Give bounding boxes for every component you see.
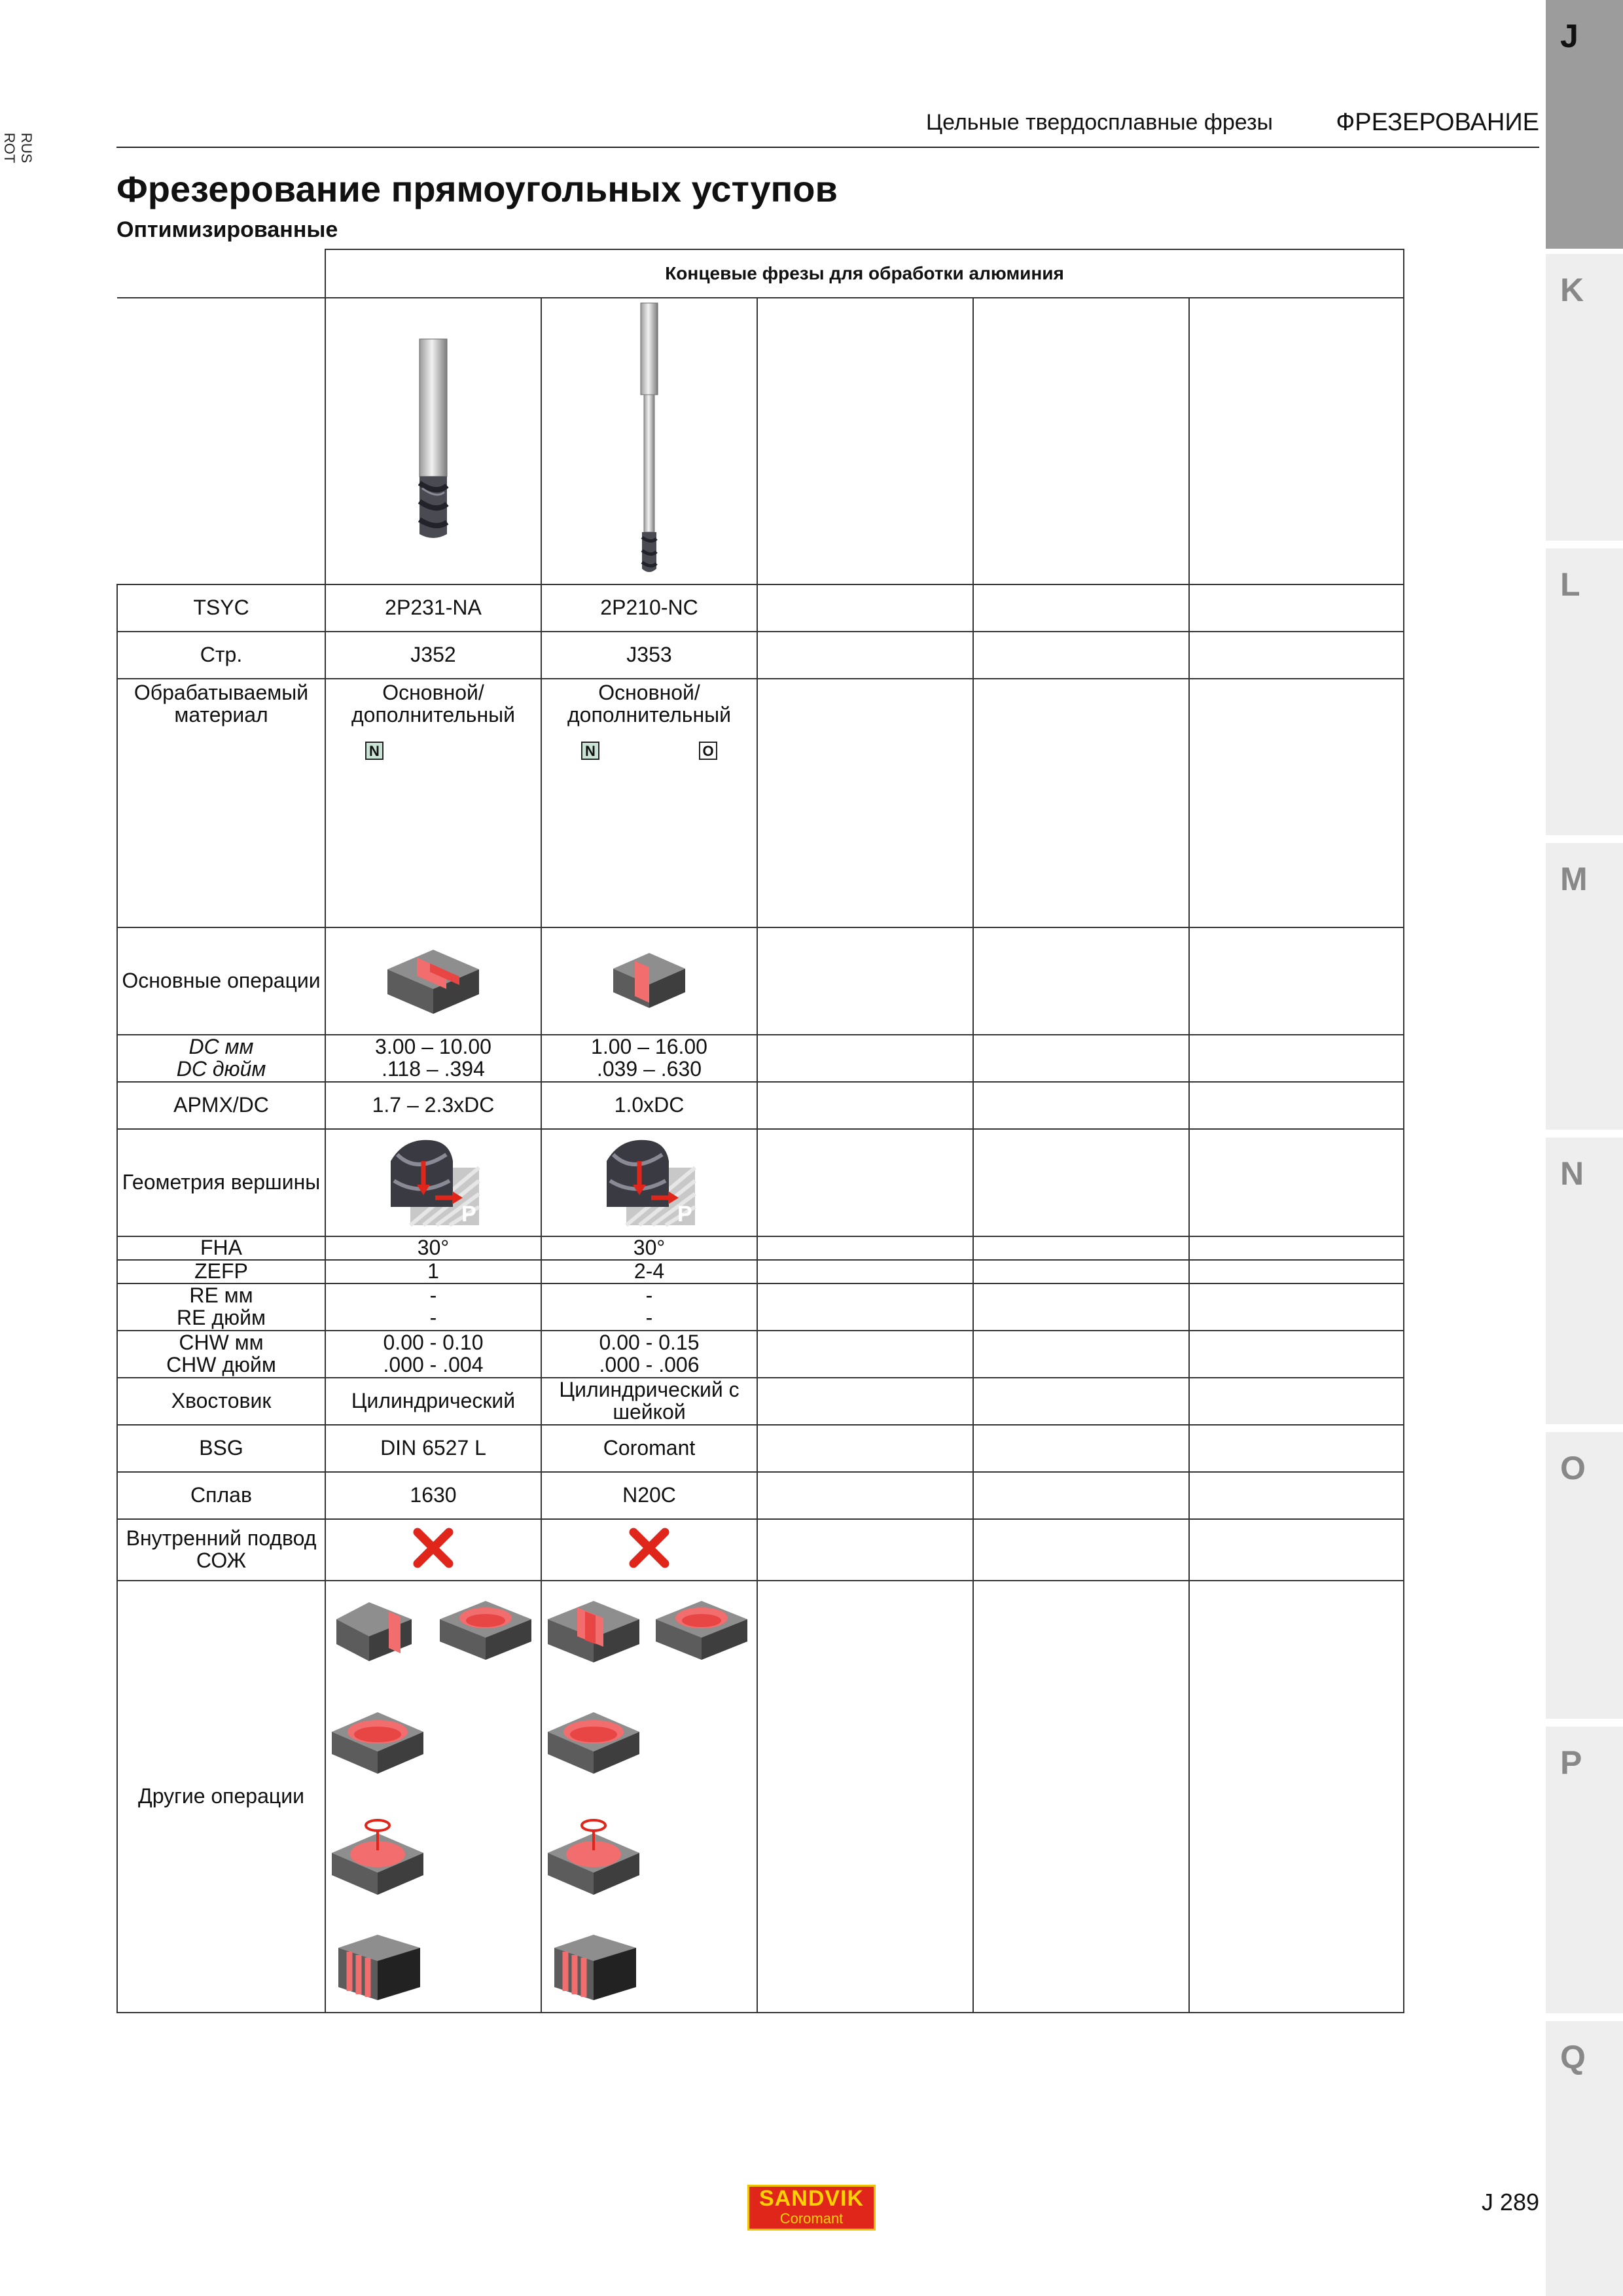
end-mill-short-icon (410, 338, 456, 541)
re-inch-2: - (645, 1306, 653, 1329)
profile-milling-icon (554, 1935, 636, 2000)
cell-material-2 (541, 679, 757, 927)
slot-milling-icon (336, 1602, 412, 1661)
row-label-bsg: BSG (117, 1425, 325, 1472)
corner-geometry-icon (384, 1135, 482, 1227)
cell-re-2 (541, 1283, 757, 1331)
material-n-badge: N (365, 742, 383, 760)
label-re-mm: RE мм (189, 1283, 253, 1308)
dc-mm-1: 3.00 – 10.00 (375, 1035, 491, 1059)
tab-l[interactable]: L (1546, 548, 1623, 835)
tool-image-2p210 (541, 298, 757, 584)
page-number: J 289 (1481, 2189, 1539, 2215)
row-label-re (117, 1283, 325, 1331)
shoulder-milling-icon (610, 946, 688, 1012)
ramping-icon (548, 1820, 639, 1895)
closed-pocket-icon (548, 1712, 639, 1774)
corner-p-label: P (461, 1201, 476, 1227)
row-label-main-ops: Основные операции (117, 927, 325, 1035)
row-label-chw (117, 1331, 325, 1378)
row-label-page: Стр. (117, 632, 325, 679)
row-label-fha: FHA (117, 1236, 325, 1260)
pocket-milling-icon (656, 1601, 747, 1660)
closed-pocket-icon (332, 1712, 423, 1774)
logo-line1: SANDVIK (758, 2186, 865, 2211)
label-dc-inch: DC дюйм (176, 1057, 266, 1081)
tool-image-2p231 (325, 298, 541, 584)
cell-page-1[interactable]: J352 (325, 632, 541, 679)
label-re-inch: RE дюйм (177, 1306, 266, 1329)
cell-dc-1 (325, 1035, 541, 1082)
row-label-zefp: ZEFP (117, 1260, 325, 1283)
cell-bsg-2: Coromant (541, 1425, 757, 1472)
label-dc-mm: DC мм (188, 1035, 254, 1059)
cell-geometry-1 (325, 1129, 541, 1236)
empty-cell (1189, 298, 1404, 584)
tab-n[interactable]: N (1546, 1138, 1623, 1424)
cell-shank-2: Цилиндрический с шейкой (541, 1378, 757, 1425)
re-inch-1: - (429, 1306, 437, 1329)
row-label-tsyc: TSYC (117, 584, 325, 632)
cross-no-icon (412, 1527, 454, 1569)
cell-tsyc-2: 2P210-NC (541, 584, 757, 632)
tab-p[interactable]: P (1546, 1727, 1623, 2013)
cell-grade-2: N20C (541, 1472, 757, 1519)
cell-main-ops-1 (325, 927, 541, 1035)
corner-p-label: P (677, 1201, 692, 1227)
page-title: Фрезерование прямоугольных уступов (116, 168, 838, 209)
tab-m[interactable]: M (1546, 843, 1623, 1130)
label-chw-mm: CHW мм (179, 1331, 264, 1355)
header-subsection: Цельные твердосплавные фрезы (926, 110, 1273, 135)
dc-inch-2: .039 – .630 (596, 1057, 702, 1081)
pocket-milling-icon (440, 1601, 531, 1660)
cell-bsg-1: DIN 6527 L (325, 1425, 541, 1472)
section-tabs (1546, 0, 1623, 2296)
page-subtitle: Оптимизированные (116, 217, 338, 242)
ramping-icon (332, 1820, 423, 1895)
tab-j[interactable]: J (1546, 0, 1623, 249)
chw-inch-2: .000 - .006 (599, 1353, 700, 1376)
other-operations-icons (544, 1581, 754, 2007)
cell-dc-2 (541, 1035, 757, 1082)
group-header: Концевые фрезы для обработки алюминия (325, 249, 1404, 298)
spec-table (116, 249, 1404, 2013)
chw-mm-1: 0.00 - 0.10 (383, 1331, 484, 1355)
shoulder-milling-deep-icon (384, 943, 482, 1015)
re-mm-2: - (645, 1283, 653, 1308)
re-mm-1: - (429, 1283, 437, 1308)
cell-zefp-1: 1 (325, 1260, 541, 1283)
chw-inch-1: .000 - .004 (383, 1353, 484, 1376)
dc-mm-2: 1.00 – 16.00 (591, 1035, 707, 1059)
cell-re-1 (325, 1283, 541, 1331)
cell-other-ops-2 (541, 1581, 757, 2013)
row-label-dc (117, 1035, 325, 1082)
row-label-shank: Хвостовик (117, 1378, 325, 1425)
cell-chw-1 (325, 1331, 541, 1378)
cell-fha-1: 30° (325, 1236, 541, 1260)
cell-coolant-2 (541, 1519, 757, 1581)
label-chw-inch: CHW дюйм (166, 1353, 276, 1376)
empty-cell (757, 298, 973, 584)
empty-cell (973, 298, 1189, 584)
cell-fha-2: 30° (541, 1236, 757, 1260)
cell-grade-1: 1630 (325, 1472, 541, 1519)
row-label-grade: Сплав (117, 1472, 325, 1519)
dc-inch-1: .118 – .394 (382, 1057, 485, 1081)
tab-q[interactable]: Q (1546, 2021, 1623, 2296)
header-section: ФРЕЗЕРОВАНИЕ (1336, 109, 1539, 136)
material-o-badge: O (699, 742, 717, 760)
slot-milling-icon (548, 1601, 639, 1662)
corner-geometry-icon (600, 1135, 698, 1227)
cell-chw-2 (541, 1331, 757, 1378)
row-label-material: Обрабатываемый материал (117, 679, 325, 927)
cell-page-2[interactable]: J353 (541, 632, 757, 679)
end-mill-long-icon (633, 302, 666, 577)
profile-milling-icon (338, 1935, 420, 2000)
cell-apmx-1: 1.7 – 2.3xDC (325, 1082, 541, 1129)
cell-zefp-2: 2-4 (541, 1260, 757, 1283)
header-divider (116, 147, 1539, 148)
cell-tsyc-1: 2P231-NA (325, 584, 541, 632)
material-n-badge: N (581, 742, 599, 760)
logo-line2: Coromant (779, 2210, 844, 2227)
cell-other-ops-1 (325, 1581, 541, 2013)
cell-apmx-2: 1.0xDC (541, 1082, 757, 1129)
corner-blank-2 (117, 298, 325, 584)
tab-k[interactable]: K (1546, 254, 1623, 541)
chw-mm-2: 0.00 - 0.15 (599, 1331, 700, 1355)
row-label-other-ops: Другие операции (117, 1581, 325, 2013)
row-label-coolant: Внутренний подвод СОЖ (117, 1519, 325, 1581)
corner-blank (117, 249, 325, 298)
tab-o[interactable]: O (1546, 1432, 1623, 1719)
sandvik-coromant-logo (747, 2185, 876, 2231)
other-operations-icons (329, 1581, 538, 2007)
material-text-1: Основной/ дополнительный (351, 681, 516, 726)
language-code: RUS ROT (1, 132, 35, 164)
cell-geometry-2 (541, 1129, 757, 1236)
cell-coolant-1 (325, 1519, 541, 1581)
row-label-geometry: Геометрия вершины (117, 1129, 325, 1236)
cell-main-ops-2 (541, 927, 757, 1035)
cell-material-1 (325, 679, 541, 927)
material-text-2: Основной/ дополнительный (567, 681, 732, 726)
cell-shank-1: Цилиндрический (325, 1378, 541, 1425)
cross-no-icon (628, 1527, 670, 1569)
row-label-apmx: APMX/DC (117, 1082, 325, 1129)
